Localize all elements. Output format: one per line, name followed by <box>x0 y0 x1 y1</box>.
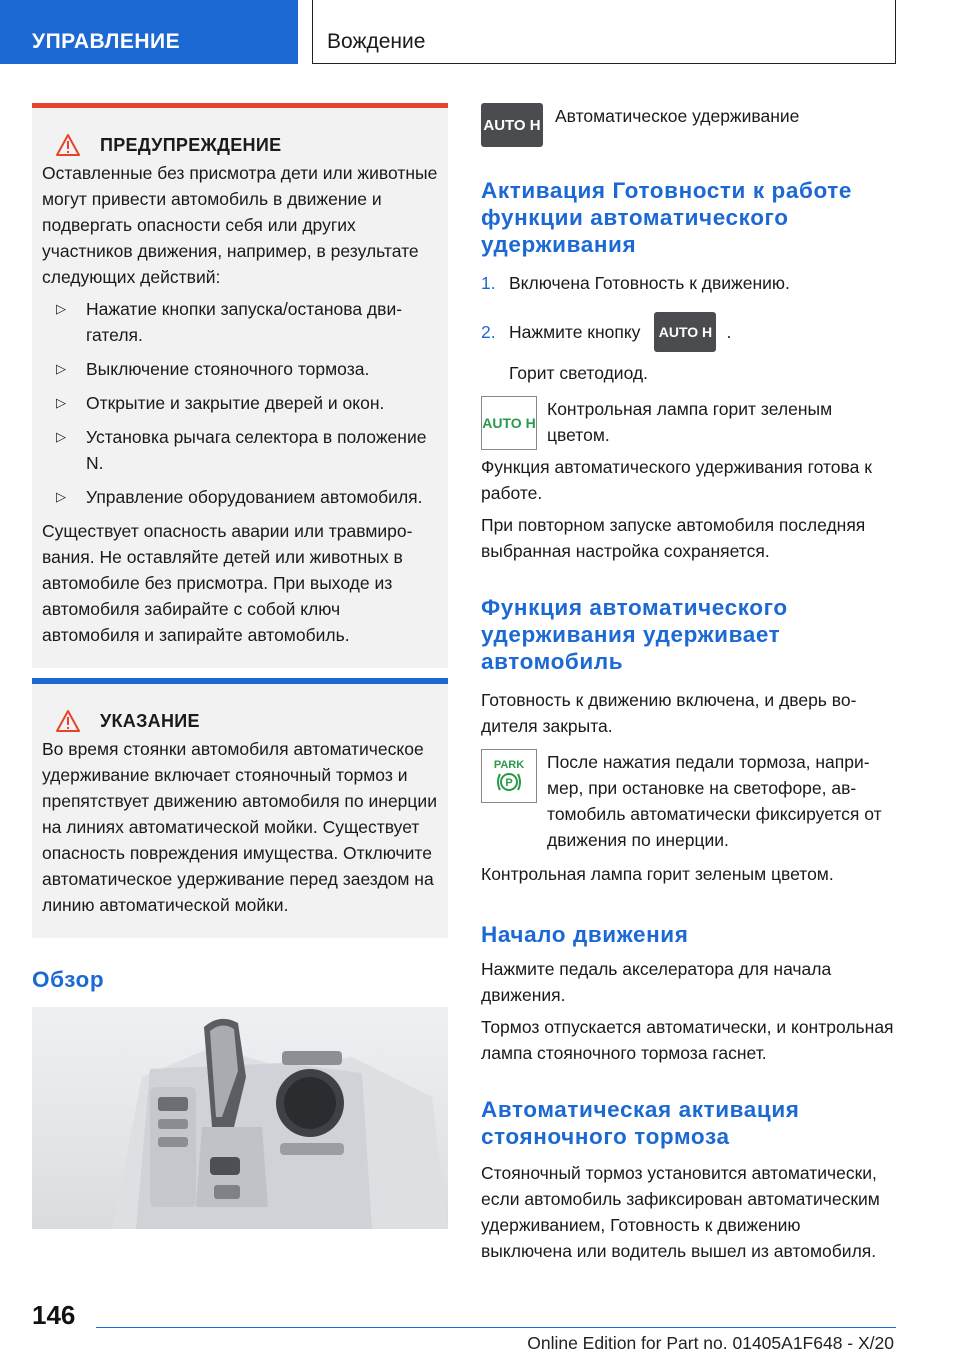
bullet-triangle-icon: ▷ <box>56 301 66 316</box>
auto-h-indicator-icon <box>481 396 537 450</box>
bullet-triangle-icon: ▷ <box>56 429 66 444</box>
park-text: После нажатия педали тормоза, например, при остановке на светофоре, автомобиль автоматически фиксируется от движения по инерции. <box>547 752 882 850</box>
park-label: PARK <box>493 759 525 771</box>
step-text: Включена Готовность к движению. <box>509 273 790 293</box>
auto-brake-heading: Автоматическая активация стояночного тормоза <box>481 1097 800 1149</box>
warning-bullet-list <box>42 296 438 510</box>
bullet-triangle-icon: ▷ <box>56 489 66 504</box>
footer-divider <box>96 1327 896 1328</box>
step-1 <box>481 270 895 296</box>
auto-h-indicator-label: AUTO H <box>482 415 536 431</box>
step-suffix: . <box>726 322 732 342</box>
auto-h-button-icon: AUTO H <box>654 312 716 352</box>
warning-outro: Существует опасность аварии или травмирования. Не оставляйте детей или животных в автомобиле без присмотра. При выходе из автомобиля забирайте с собой ключ автомобиля и запирайте автомобиль. <box>42 521 413 645</box>
left-column <box>32 103 448 1229</box>
warning-header <box>42 134 438 156</box>
center-console-photo <box>32 1007 448 1229</box>
step-number: 1. <box>481 273 496 293</box>
notice-header <box>42 710 438 732</box>
lamp-text: Контрольная лампа горит зеленым цветом. <box>547 399 833 445</box>
auto-h-row <box>481 103 895 147</box>
park-indicator-icon <box>481 749 537 803</box>
warning-triangle-icon <box>56 710 80 732</box>
notice-text: Во время стоянки автомобиля автоматическое удерживание включает стояночный тормоз и препятствует движению автомобиля по инерции на линиях автоматической мойки. Существует опасность повреждения имущества. Отключите автоматическое удерживание перед заездом на линию автоматической мойки. <box>42 739 437 915</box>
bullet-triangle-icon: ▷ <box>56 361 66 376</box>
warning-title: ПРЕДУПРЕЖДЕНИЕ <box>100 134 282 155</box>
list-item: ▷ Установка рычага селектора в положение N. <box>42 424 438 476</box>
warning-intro: Оставленные без присмотра дети или животные могут привести автомобиль в движение и подвергать опасности себя или других участников движения, например, в результате следующих действий: <box>42 163 438 287</box>
ready-text: Функция автоматического удерживания готова к работе. <box>481 457 872 503</box>
edition-text: Online Edition for Part no. 01405A1F648 - X/20 <box>527 1333 894 1353</box>
restart-text: При повторном запуске автомобиля последняя выбранная настройка сохраняется. <box>481 515 866 561</box>
step-2 <box>481 312 895 352</box>
lamp-row <box>481 396 895 450</box>
activation-heading: Активация Готовности к работе функции автоматического удерживания <box>481 178 853 257</box>
notice-box <box>32 678 448 938</box>
holding-lamp-text: Контрольная лампа горит зеленым цветом. <box>481 864 834 884</box>
auto-brake-text: Стояночный тормоз установится автоматически, если автомобиль зафиксирован автоматическим удерживанием, Готовность к движению выключена или водитель вышел из автомобиля. <box>481 1163 880 1261</box>
right-column <box>481 103 895 1264</box>
start-text-2: Тормоз отпускается автоматически, и контрольная лампа стояночного тормоза гаснет. <box>481 1017 894 1063</box>
led-text: Горит светодиод. <box>509 363 649 383</box>
step-text: Нажмите кнопку <box>509 322 641 342</box>
warning-box <box>32 103 448 668</box>
parking-brake-icon <box>496 771 522 793</box>
auto-h-caption: Автоматическое удерживание <box>555 106 800 126</box>
warning-triangle-icon <box>56 134 80 156</box>
start-text-1: Нажмите педаль акселератора для начала движения. <box>481 959 832 1005</box>
center-console-illustration <box>32 1007 448 1229</box>
holding-intro: Готовность к движению включена, и дверь водителя закрыта. <box>481 690 857 736</box>
chapter-title: Вождение <box>312 0 896 64</box>
list-item: ▷ Выключение стояночного тормоза. <box>42 356 438 382</box>
overview-heading: Обзор <box>32 967 105 992</box>
page-number: 146 <box>32 1300 76 1330</box>
auto-h-button-icon: AUTO H <box>481 103 543 147</box>
bullet-triangle-icon: ▷ <box>56 395 66 410</box>
svg-text:P: P <box>505 777 513 789</box>
step-number: 2. <box>481 322 496 342</box>
list-item: ▷ Открытие и закрытие дверей и окон. <box>42 390 438 416</box>
start-heading: Начало движения <box>481 922 689 947</box>
notice-title: УКАЗАНИЕ <box>100 710 200 731</box>
section-tab: УПРАВЛЕНИЕ <box>0 0 298 64</box>
holding-heading: Функция автоматического удерживания удерживает автомобиль <box>481 595 788 674</box>
list-item: ▷ Нажатие кнопки запуска/останова двигателя. <box>42 296 438 348</box>
list-item: ▷ Управление оборудованием автомобиля. <box>42 484 438 510</box>
park-row <box>481 749 895 853</box>
